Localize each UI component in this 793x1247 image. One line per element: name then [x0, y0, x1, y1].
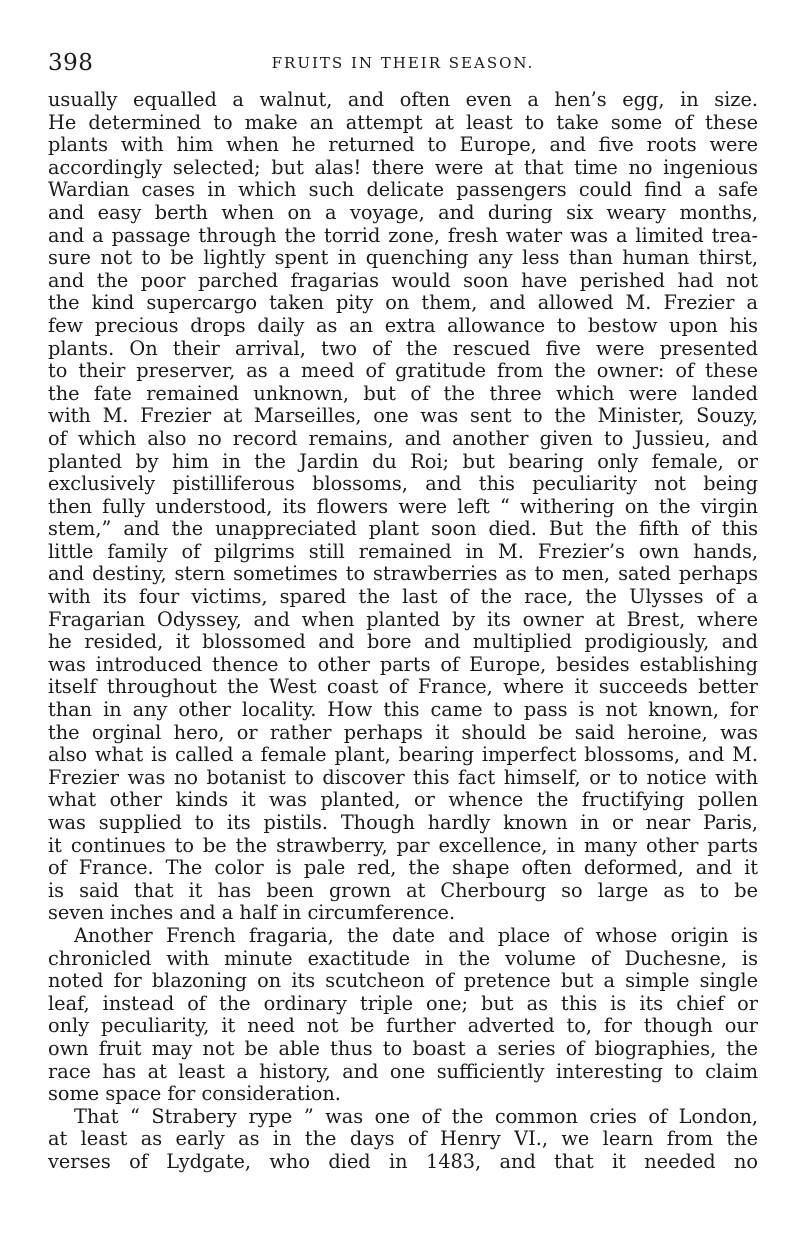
text-line: little family of pilgrims still remained in M. Frezier’s own hands,: [48, 540, 758, 563]
text-line: verses of Lydgate, who died in 1483, and that it needed no: [48, 1150, 758, 1173]
text-line: plants. On their arrival, two of the rescued five were presented: [48, 337, 758, 360]
text-line: chronicled with minute exactitude in the volume of Duchesne, is: [48, 947, 758, 970]
text-line: own fruit may not be able thus to boast a series of biographies, the: [48, 1037, 758, 1060]
text-line: and destiny, stern sometimes to strawberries as to men, sated perhaps: [48, 563, 758, 586]
text-line: usually equalled a walnut, and often even a hen’s egg, in size.: [48, 89, 758, 111]
text-line: Wardian cases in which such delicate passengers could find a safe: [48, 179, 758, 202]
text-line: stem,” and the unappreciated plant soon died. But the fifth of this: [48, 518, 758, 541]
text-line: only peculiarity, it need not be further adverted to, for though our: [48, 1015, 758, 1038]
text-line: some space for consideration.: [48, 1083, 341, 1106]
page-header: [48, 50, 758, 80]
text-line: the fate remained unknown, but of the three which were landed: [48, 382, 758, 405]
text-line: was supplied to its pistils. Though hardly known in or near Paris,: [48, 812, 758, 834]
text-line: seven inches and a half in circumference.: [48, 902, 456, 925]
text-line: the orginal hero, or rather perhaps it should be said heroine, was: [48, 721, 758, 744]
text-line: also what is called a female plant, bearing imperfect blossoms, and M.: [48, 744, 758, 767]
text-line: it continues to be the strawberry, par excellence, in many other parts: [48, 834, 758, 857]
text-line: He determined to make an attempt at least to take some of these: [48, 111, 758, 134]
text-line: Frezier was no botanist to discover this fact himself, or to notice with: [48, 766, 758, 789]
text-line: than in any other locality. How this came to pass is not known, for: [48, 699, 758, 722]
text-line: race has at least a history, and one sufficiently interesting to claim: [48, 1060, 758, 1083]
text-line: he resided, it blossomed and bore and multiplied prodigiously, and: [48, 631, 758, 654]
text-line: at least as early as in the days of Henry VI., we learn from the: [48, 1128, 758, 1151]
text-line: sure not to be lightly spent in quenching any less than human thirst,: [48, 247, 758, 270]
page-number: 398: [48, 50, 94, 76]
text-line: to their preserver, as a meed of gratitude from the owner: of these: [48, 360, 758, 383]
text-line: Fragarian Odyssey, and when planted by its owner at Brest, where: [48, 608, 758, 631]
text-line: accordingly selected; but alas! there were at that time no ingenious: [48, 156, 758, 179]
text-line: few precious drops daily as an extra allowance to bestow upon his: [48, 314, 758, 337]
text-line: was introduced thence to other parts of Europe, besides establishing: [48, 653, 758, 676]
text-line: what other kinds it was planted, or whence the fructifying pollen: [48, 789, 758, 812]
text-line: Another French fragaria, the date and place of whose origin is: [74, 924, 758, 947]
text-line: is said that it has been grown at Cherbourg so large as to be: [48, 879, 758, 902]
running-title: FRUITS IN THEIR SEASON.: [271, 54, 535, 72]
text-line: itself throughout the West coast of France, where it succeeds better: [48, 676, 758, 699]
text-line: and the poor parched fragarias would soon have perished had not: [48, 269, 758, 292]
text-line: plants with him when he returned to Europe, and five roots were: [48, 134, 758, 157]
text-line: the kind supercargo taken pity on them, and allowed M. Frezier a: [48, 292, 758, 315]
text-line: That “ Strabery rype ” was one of the common cries of London,: [74, 1105, 758, 1128]
text-line: noted for blazoning on its scutcheon of pretence but a simple single: [48, 970, 758, 993]
body-text: [48, 89, 758, 1174]
text-line: of France. The color is pale red, the shape often deformed, and it: [48, 857, 758, 880]
text-line: with M. Frezier at Marseilles, one was sent to the Minister, Souzy,: [48, 405, 758, 428]
text-line: leaf, instead of the ordinary triple one; but as this is its chief or: [48, 992, 758, 1015]
text-line: exclusively pistilliferous blossoms, and this peculiarity not being: [48, 473, 758, 496]
text-line: and easy berth when on a voyage, and during six weary months,: [48, 201, 758, 224]
text-line: with its four victims, spared the last of the race, the Ulysses of a: [48, 586, 758, 609]
text-line: planted by him in the Jardin du Roi; but bearing only female, or: [48, 450, 758, 473]
text-line: and a passage through the torrid zone, fresh water was a limited trea-: [48, 224, 758, 247]
text-line: of which also no record remains, and another given to Jussieu, and: [48, 427, 758, 450]
text-line: then fully understood, its flowers were left “ withering on the virgin: [48, 495, 758, 518]
